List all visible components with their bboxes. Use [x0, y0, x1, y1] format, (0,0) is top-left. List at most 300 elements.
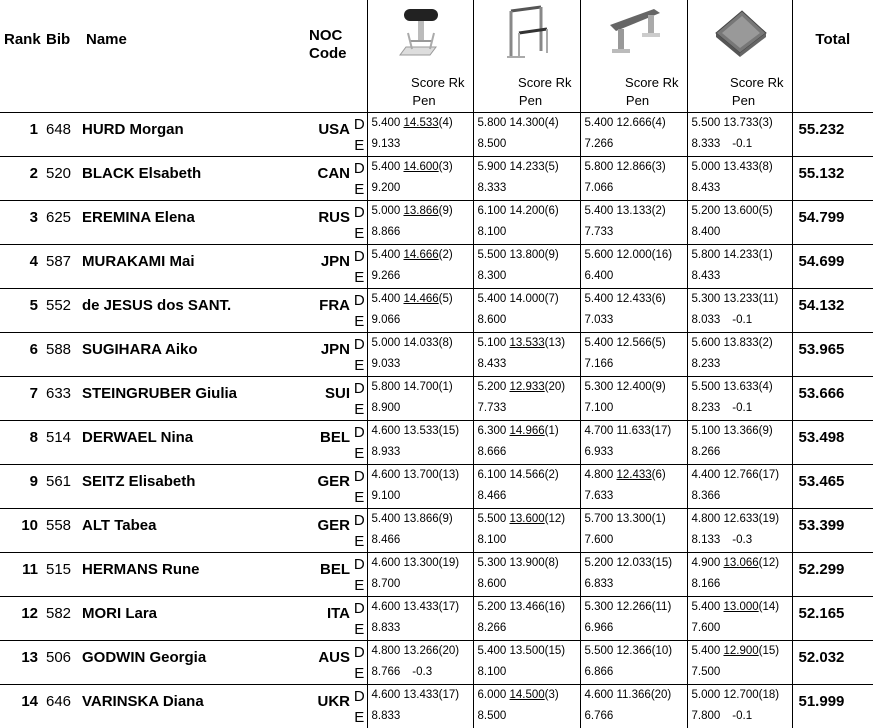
rank-cell: 11	[0, 552, 46, 596]
bib-cell: 625	[46, 200, 82, 244]
apparatus-score: 12.033	[616, 556, 652, 569]
rank-cell: 10	[0, 508, 46, 552]
d-score: 4.700	[584, 424, 614, 437]
apparatus-score-cell	[687, 640, 792, 684]
apparatus-score: 13.866	[403, 204, 439, 217]
apparatus-score: 13.833	[723, 336, 759, 349]
table-row	[0, 244, 873, 288]
e-score: 9.100	[371, 489, 401, 502]
apparatus-score-cell	[580, 464, 687, 508]
d-score: 4.800	[691, 512, 721, 525]
total-score: 54.699	[792, 244, 873, 288]
header-floor	[687, 0, 792, 112]
apparatus-rank: (5)	[758, 204, 773, 217]
e-label: E	[354, 664, 365, 682]
bib-cell: 520	[46, 156, 82, 200]
d-label: D	[353, 599, 365, 617]
e-score: 6.933	[584, 445, 614, 458]
apparatus-score: 13.533	[509, 336, 545, 349]
de-labels	[352, 332, 367, 376]
e-label: E	[354, 444, 365, 462]
apparatus-score-cell	[367, 288, 473, 332]
e-score: 7.033	[584, 313, 614, 326]
apparatus-rank: (6)	[651, 468, 666, 481]
e-score: 7.100	[584, 401, 614, 414]
d-label: D	[353, 643, 365, 661]
noc-code: UKR	[309, 684, 352, 728]
apparatus-score: 11.633	[616, 424, 651, 437]
apparatus-score: 12.900	[723, 644, 759, 657]
apparatus-rank: (6)	[651, 292, 666, 305]
apparatus-rank: (5)	[438, 292, 453, 305]
apparatus-score: 12.866	[616, 160, 652, 173]
table-row	[0, 156, 873, 200]
apparatus-score: 12.700	[723, 688, 759, 701]
e-score: 8.333	[477, 181, 507, 194]
apparatus-rank: (12)	[544, 512, 566, 525]
de-labels	[352, 156, 367, 200]
athlete-name: SUGIHARA Aiko	[82, 332, 309, 376]
apparatus-rank: (14)	[758, 600, 780, 613]
uneven-bars-icon	[474, 0, 580, 64]
bib-cell: 648	[46, 120, 72, 138]
e-score: 8.333	[691, 137, 721, 150]
apparatus-rank: (17)	[650, 424, 672, 437]
floor-icon	[688, 0, 792, 64]
apparatus-rank: (2)	[758, 336, 773, 349]
floor-label-score-rk: Score Rk	[730, 75, 784, 90]
d-score: 5.300	[477, 556, 507, 569]
d-score: 6.000	[477, 688, 507, 701]
d-score: 4.600	[371, 424, 401, 437]
d-score: 5.200	[477, 600, 507, 613]
apparatus-rank: (4)	[651, 116, 666, 129]
bib-cell: 552	[46, 288, 82, 332]
apparatus-score: 12.400	[616, 380, 652, 393]
d-score: 4.600	[371, 600, 401, 613]
d-score: 4.900	[691, 556, 721, 569]
d-score: 5.100	[691, 424, 721, 437]
apparatus-score-cell	[473, 156, 580, 200]
de-labels	[352, 508, 367, 552]
apparatus-rank: (5)	[651, 336, 666, 349]
total-score: 54.799	[792, 200, 873, 244]
apparatus-score: 13.866	[403, 512, 439, 525]
bib-cell: 646	[46, 684, 82, 728]
header-rank: Rank	[4, 31, 41, 48]
d-score: 5.400	[477, 292, 507, 305]
apparatus-rank: (15)	[651, 556, 673, 569]
apparatus-score: 12.366	[616, 644, 652, 657]
d-label: D	[353, 203, 365, 221]
apparatus-rank: (1)	[544, 424, 559, 437]
d-score: 4.600	[371, 556, 401, 569]
e-score: 6.400	[584, 269, 614, 282]
d-label: D	[353, 247, 365, 265]
noc-code: AUS	[309, 640, 352, 684]
apparatus-score: 14.466	[403, 292, 439, 305]
apparatus-score-cell	[687, 684, 792, 728]
total-score: 53.666	[792, 376, 873, 420]
noc-code: GER	[309, 508, 352, 552]
total-score: 55.232	[792, 112, 873, 156]
apparatus-score: 13.900	[509, 556, 545, 569]
noc-code: USA	[318, 120, 350, 138]
e-score: 8.266	[477, 621, 507, 634]
rank-cell: 5	[0, 288, 46, 332]
table-row	[0, 420, 873, 464]
apparatus-score-cell	[687, 376, 792, 420]
beam-label-score-rk: Score Rk	[625, 75, 679, 90]
e-score: 8.266	[691, 445, 721, 458]
rank-cell: 8	[0, 420, 46, 464]
floor-label-pen: Pen	[731, 93, 756, 108]
athlete-name: VARINSKA Diana	[82, 684, 309, 728]
rank-cell: 14	[0, 684, 46, 728]
e-score: 7.800	[691, 709, 721, 722]
apparatus-rank: (11)	[651, 600, 672, 613]
noc-code: GER	[309, 464, 352, 508]
vault-label-score-rk: Score Rk	[411, 75, 465, 90]
apparatus-score: 13.300	[403, 556, 439, 569]
apparatus-rank: (9)	[651, 380, 666, 393]
athlete-name: SEITZ Elisabeth	[82, 464, 309, 508]
apparatus-score-cell	[473, 552, 580, 596]
apparatus-rank: (4)	[758, 380, 773, 393]
table-row	[0, 596, 873, 640]
d-score: 5.000	[371, 204, 401, 217]
apparatus-rank: (20)	[438, 644, 460, 657]
apparatus-score: 13.233	[723, 292, 759, 305]
de-labels	[352, 288, 367, 332]
apparatus-score: 12.566	[616, 336, 652, 349]
e-label: E	[354, 708, 365, 726]
apparatus-score-cell	[580, 684, 687, 728]
apparatus-score: 13.700	[403, 468, 439, 481]
apparatus-score-cell	[687, 464, 792, 508]
noc-code: JPN	[309, 332, 352, 376]
e-score: 8.433	[691, 181, 721, 194]
apparatus-score: 13.266	[403, 644, 439, 657]
apparatus-score-cell	[473, 112, 580, 156]
apparatus-rank: (16)	[651, 248, 673, 261]
apparatus-score-cell	[687, 332, 792, 376]
d-score: 5.400	[371, 116, 401, 129]
apparatus-rank: (1)	[651, 512, 666, 525]
apparatus-score: 14.233	[509, 160, 545, 173]
athlete-name: EREMINA Elena	[82, 200, 309, 244]
total-score: 53.965	[792, 332, 873, 376]
apparatus-score: 14.566	[509, 468, 545, 481]
apparatus-score: 13.733	[723, 116, 759, 129]
e-score: 7.600	[584, 533, 614, 546]
apparatus-rank: (8)	[544, 556, 559, 569]
apparatus-rank: (12)	[758, 556, 780, 569]
apparatus-score-cell	[687, 112, 792, 156]
apparatus-score: 13.533	[403, 424, 439, 437]
e-score: 7.733	[477, 401, 507, 414]
d-score: 5.800	[371, 380, 401, 393]
apparatus-score-cell	[367, 332, 473, 376]
d-label: D	[353, 335, 365, 353]
apparatus-score: 13.500	[509, 644, 545, 657]
bib-cell: 582	[46, 596, 82, 640]
apparatus-score-cell	[580, 200, 687, 244]
e-label: E	[354, 136, 365, 154]
d-label: D	[353, 423, 365, 441]
apparatus-score: 14.533	[403, 116, 439, 129]
d-score: 5.300	[584, 600, 614, 613]
total-score: 52.299	[792, 552, 873, 596]
e-score: 7.266	[584, 137, 614, 150]
e-score: 8.600	[477, 313, 507, 326]
e-score: 7.633	[584, 489, 614, 502]
d-score: 5.500	[691, 116, 721, 129]
apparatus-score: 14.966	[509, 424, 545, 437]
header-vault	[367, 0, 473, 112]
athlete-name: DERWAEL Nina	[82, 420, 309, 464]
apparatus-score-cell	[687, 288, 792, 332]
apparatus-rank: (9)	[544, 248, 559, 261]
apparatus-score-cell	[473, 464, 580, 508]
e-score: 8.166	[691, 577, 721, 590]
rank-cell: 4	[0, 244, 46, 288]
header-name: Name	[86, 31, 127, 48]
apparatus-score-cell	[473, 244, 580, 288]
table-row	[0, 376, 873, 420]
d-score: 5.200	[691, 204, 721, 217]
apparatus-score: 12.766	[723, 468, 759, 481]
header-row	[0, 0, 873, 112]
table-row	[0, 332, 873, 376]
penalty: -0.1	[732, 137, 753, 150]
apparatus-rank: (2)	[544, 468, 559, 481]
d-score: 5.200	[584, 556, 614, 569]
rank-cell: 3	[0, 200, 46, 244]
athlete-name: ALT Tabea	[82, 508, 309, 552]
d-score: 6.100	[477, 204, 507, 217]
apparatus-score-cell	[687, 156, 792, 200]
de-labels	[352, 112, 367, 156]
apparatus-rank: (8)	[758, 160, 773, 173]
apparatus-score-cell	[473, 288, 580, 332]
d-score: 5.500	[584, 644, 614, 657]
d-score: 5.800	[584, 160, 614, 173]
d-score: 5.400	[584, 204, 614, 217]
e-score: 8.666	[477, 445, 507, 458]
apparatus-score: 13.800	[509, 248, 545, 261]
apparatus-rank: (16)	[544, 600, 566, 613]
d-score: 4.600	[371, 688, 401, 701]
apparatus-score: 14.600	[403, 160, 439, 173]
apparatus-score: 13.600	[723, 204, 759, 217]
e-label: E	[354, 356, 365, 374]
d-label: D	[353, 687, 365, 705]
d-label: D	[353, 555, 365, 573]
apparatus-score: 12.000	[616, 248, 652, 261]
e-label: E	[354, 532, 365, 550]
d-score: 4.800	[584, 468, 614, 481]
apparatus-score-cell	[580, 332, 687, 376]
e-score: 7.066	[584, 181, 614, 194]
d-label: D	[353, 291, 365, 309]
bib-cell: 587	[46, 244, 82, 288]
apparatus-score: 12.933	[509, 380, 545, 393]
apparatus-score-cell	[367, 464, 473, 508]
e-score: 7.600	[691, 621, 721, 634]
e-score: 8.100	[477, 533, 507, 546]
e-score: 9.133	[371, 137, 401, 150]
d-score: 5.300	[691, 292, 721, 305]
athlete-name: GODWIN Georgia	[82, 640, 309, 684]
d-score: 5.900	[477, 160, 507, 173]
apparatus-score: 14.233	[723, 248, 759, 261]
d-score: 6.100	[477, 468, 507, 481]
e-score: 9.266	[371, 269, 401, 282]
rank-cell: 9	[0, 464, 46, 508]
de-labels	[352, 420, 367, 464]
e-score: 6.866	[584, 665, 614, 678]
table-row	[0, 112, 873, 156]
e-score: 8.433	[691, 269, 721, 282]
noc-code: ITA	[309, 596, 352, 640]
vault-label-pen: Pen	[412, 93, 436, 108]
apparatus-rank: (13)	[544, 336, 566, 349]
apparatus-score-cell	[367, 596, 473, 640]
athlete-name: HURD Morgan	[82, 120, 184, 138]
bib-cell: 514	[46, 420, 82, 464]
d-score: 4.400	[691, 468, 721, 481]
apparatus-score: 13.433	[403, 688, 439, 701]
e-score: 8.033	[691, 313, 721, 326]
apparatus-rank: (19)	[438, 556, 460, 569]
apparatus-rank: (15)	[758, 644, 780, 657]
apparatus-rank: (18)	[758, 688, 780, 701]
e-score: 8.600	[477, 577, 507, 590]
athlete-name: HERMANS Rune	[82, 552, 309, 596]
rank-cell: 2	[0, 156, 46, 200]
athlete-name: MURAKAMI Mai	[82, 244, 309, 288]
e-score: 8.833	[371, 709, 401, 722]
apparatus-score-cell	[367, 420, 473, 464]
d-score: 4.600	[371, 468, 401, 481]
e-label: E	[354, 400, 365, 418]
apparatus-score-cell	[580, 112, 687, 156]
apparatus-rank: (1)	[438, 380, 453, 393]
apparatus-score-cell	[580, 288, 687, 332]
athlete-name: BLACK Elsabeth	[82, 156, 309, 200]
d-score: 5.400	[584, 116, 614, 129]
apparatus-score-cell	[473, 640, 580, 684]
apparatus-score: 14.300	[509, 116, 545, 129]
apparatus-score-cell	[367, 112, 473, 156]
e-score: 8.433	[477, 357, 507, 370]
rank-cell: 12	[0, 596, 46, 640]
apparatus-rank: (3)	[758, 116, 773, 129]
vault-icon	[368, 0, 473, 64]
table-row	[0, 640, 873, 684]
bib-cell: 561	[46, 464, 82, 508]
apparatus-score-cell	[687, 244, 792, 288]
total-score: 55.132	[792, 156, 873, 200]
e-score: 8.766	[371, 665, 401, 678]
d-score: 5.400	[371, 248, 401, 261]
apparatus-rank: (2)	[438, 248, 453, 261]
e-label: E	[354, 620, 365, 638]
balance-beam-icon	[581, 0, 687, 64]
athlete-name: de JESUS dos SANT.	[82, 288, 309, 332]
apparatus-rank: (4)	[438, 116, 453, 129]
apparatus-score: 13.366	[723, 424, 759, 437]
bars-label-score-rk: Score Rk	[518, 75, 572, 90]
header-noc-line1: NOC	[309, 27, 343, 44]
apparatus-score: 13.600	[509, 512, 545, 525]
apparatus-rank: (2)	[651, 204, 666, 217]
header-bib: Bib	[46, 31, 71, 48]
e-label: E	[354, 224, 365, 242]
noc-code: BEL	[309, 420, 352, 464]
e-score: 8.866	[371, 225, 401, 238]
apparatus-score-cell	[580, 596, 687, 640]
apparatus-score-cell	[580, 156, 687, 200]
apparatus-score: 13.000	[723, 600, 759, 613]
e-score: 9.066	[371, 313, 401, 326]
bib-cell: 558	[46, 508, 82, 552]
noc-code: FRA	[309, 288, 352, 332]
e-score: 8.500	[477, 709, 507, 722]
apparatus-score: 14.666	[403, 248, 439, 261]
d-score: 5.400	[584, 292, 614, 305]
apparatus-score: 14.033	[403, 336, 439, 349]
apparatus-score-cell	[687, 596, 792, 640]
e-score: 8.300	[477, 269, 507, 282]
rank-cell: 6	[0, 332, 46, 376]
e-score: 8.233	[691, 401, 721, 414]
bib-cell: 506	[46, 640, 82, 684]
e-label: E	[354, 576, 365, 594]
apparatus-score-cell	[580, 552, 687, 596]
e-score: 9.033	[371, 357, 401, 370]
e-label: E	[354, 180, 365, 198]
apparatus-rank: (15)	[544, 644, 566, 657]
d-score: 5.000	[691, 688, 721, 701]
header-total: Total	[792, 0, 873, 112]
noc-code: SUI	[309, 376, 352, 420]
de-labels	[352, 552, 367, 596]
apparatus-rank: (9)	[438, 512, 453, 525]
apparatus-score-cell	[473, 376, 580, 420]
de-labels	[352, 200, 367, 244]
d-label: D	[353, 511, 365, 529]
d-score: 5.400	[477, 644, 507, 657]
e-score: 8.900	[371, 401, 401, 414]
d-score: 5.400	[584, 336, 614, 349]
d-score: 4.800	[371, 644, 401, 657]
table-row	[0, 200, 873, 244]
apparatus-score-cell	[473, 596, 580, 640]
d-score: 6.300	[477, 424, 507, 437]
table-row	[0, 552, 873, 596]
apparatus-score: 14.000	[509, 292, 545, 305]
bib-cell: 588	[46, 332, 82, 376]
d-score: 5.600	[691, 336, 721, 349]
apparatus-score: 12.433	[616, 468, 652, 481]
apparatus-score-cell	[367, 244, 473, 288]
d-score: 5.000	[691, 160, 721, 173]
apparatus-score-cell	[687, 552, 792, 596]
table-row	[0, 684, 873, 728]
e-score: 8.233	[691, 357, 721, 370]
